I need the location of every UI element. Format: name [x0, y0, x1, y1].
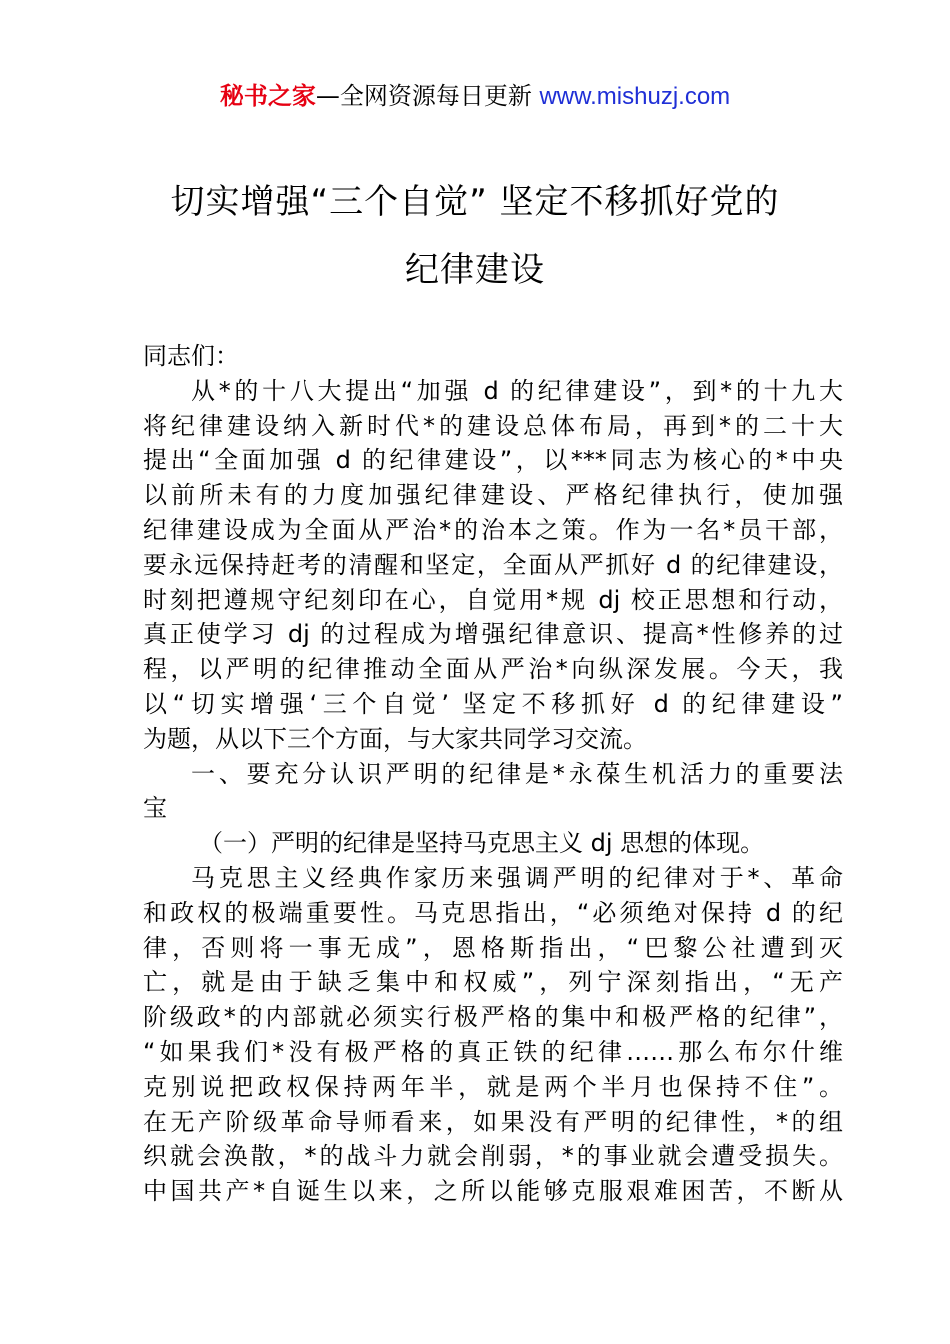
site-url-link[interactable]: www.mishuzj.com	[539, 83, 731, 110]
paragraph-line: 律，否则将一事无成”，恩格斯指出，“巴黎公社遭到灭	[143, 933, 843, 962]
paragraph-line: 将纪律建设纳入新时代*的建设总体布局，再到*的二十大	[143, 411, 843, 440]
section-heading: 宝	[143, 794, 167, 823]
site-brand: 秘书之家	[219, 82, 316, 110]
paragraph-line: 以“切实增强‘三个自觉’ 坚定不移抓好 d 的纪律建设”	[143, 689, 843, 718]
paragraph-line: “如果我们*没有极严格的真正铁的纪律……那么布尔什维	[143, 1037, 843, 1066]
paragraph-line: 和政权的极端重要性。马克思指出，“必须绝对保持 d 的纪	[143, 898, 843, 927]
document-title-line-1: 切实增强“三个自觉” 坚定不移抓好党的	[170, 182, 780, 222]
paragraph-line: 中国共产*自诞生以来，之所以能够克服艰难困苦，不断从	[143, 1177, 843, 1206]
paragraph-line: 程，以严明的纪律推动全面从严治*向纵深发展。今天，我	[143, 655, 843, 684]
paragraph-line: 提出“全面加强 d 的纪律建设”，以***同志为核心的*中央	[143, 446, 843, 475]
site-tagline: —全网资源每日更新	[315, 82, 540, 110]
paragraph-line: 要永远保持赶考的清醒和坚定，全面从严抓好 d 的纪律建设，	[143, 550, 843, 579]
paragraph-line: 时刻把遵规守纪刻印在心，自觉用*规 dj 校正思想和行动，	[143, 585, 843, 614]
paragraph-line: 克别说把政权保持两年半，就是两个半月也保持不住”。	[143, 1072, 843, 1101]
section-heading: 一、要充分认识严明的纪律是*永葆生机活力的重要法	[191, 759, 843, 788]
paragraph-line: 以前所未有的力度加强纪律建设、严格纪律执行，使加强	[143, 481, 843, 510]
paragraph-line: 马克思主义经典作家历来强调严明的纪律对于*、革命	[191, 863, 843, 892]
paragraph-line: 真正使学习 dj 的过程成为增强纪律意识、提高*性修养的过	[143, 620, 843, 649]
paragraph-line: 阶级政*的内部就必须实行极严格的集中和极严格的纪律”，	[143, 1003, 843, 1032]
paragraph-line: 纪律建设成为全面从严治*的治本之策。作为一名*员干部，	[143, 515, 843, 544]
paragraph-line: 在无产阶级革命导师看来，如果没有严明的纪律性，*的组	[143, 1107, 843, 1136]
paragraph-line: 从*的十八大提出“加强 d 的纪律建设”，到*的十九大	[191, 376, 843, 405]
paragraph-line: 为题，从以下三个方面，与大家共同学习交流。	[143, 724, 647, 753]
site-header	[0, 80, 950, 113]
salutation: 同志们：	[143, 342, 239, 370]
paragraph-line: 织就会涣散，*的战斗力就会削弱，*的事业就会遭受损失。	[143, 1142, 843, 1171]
subsection-heading: （一）严明的纪律是坚持马克思主义 dj 思想的体现。	[199, 829, 765, 858]
document-body	[143, 339, 843, 1209]
document-title-line-2: 纪律建设	[405, 250, 545, 290]
paragraph-line: 亡，就是由于缺乏集中和权威”，列宁深刻指出，“无产	[143, 968, 843, 997]
